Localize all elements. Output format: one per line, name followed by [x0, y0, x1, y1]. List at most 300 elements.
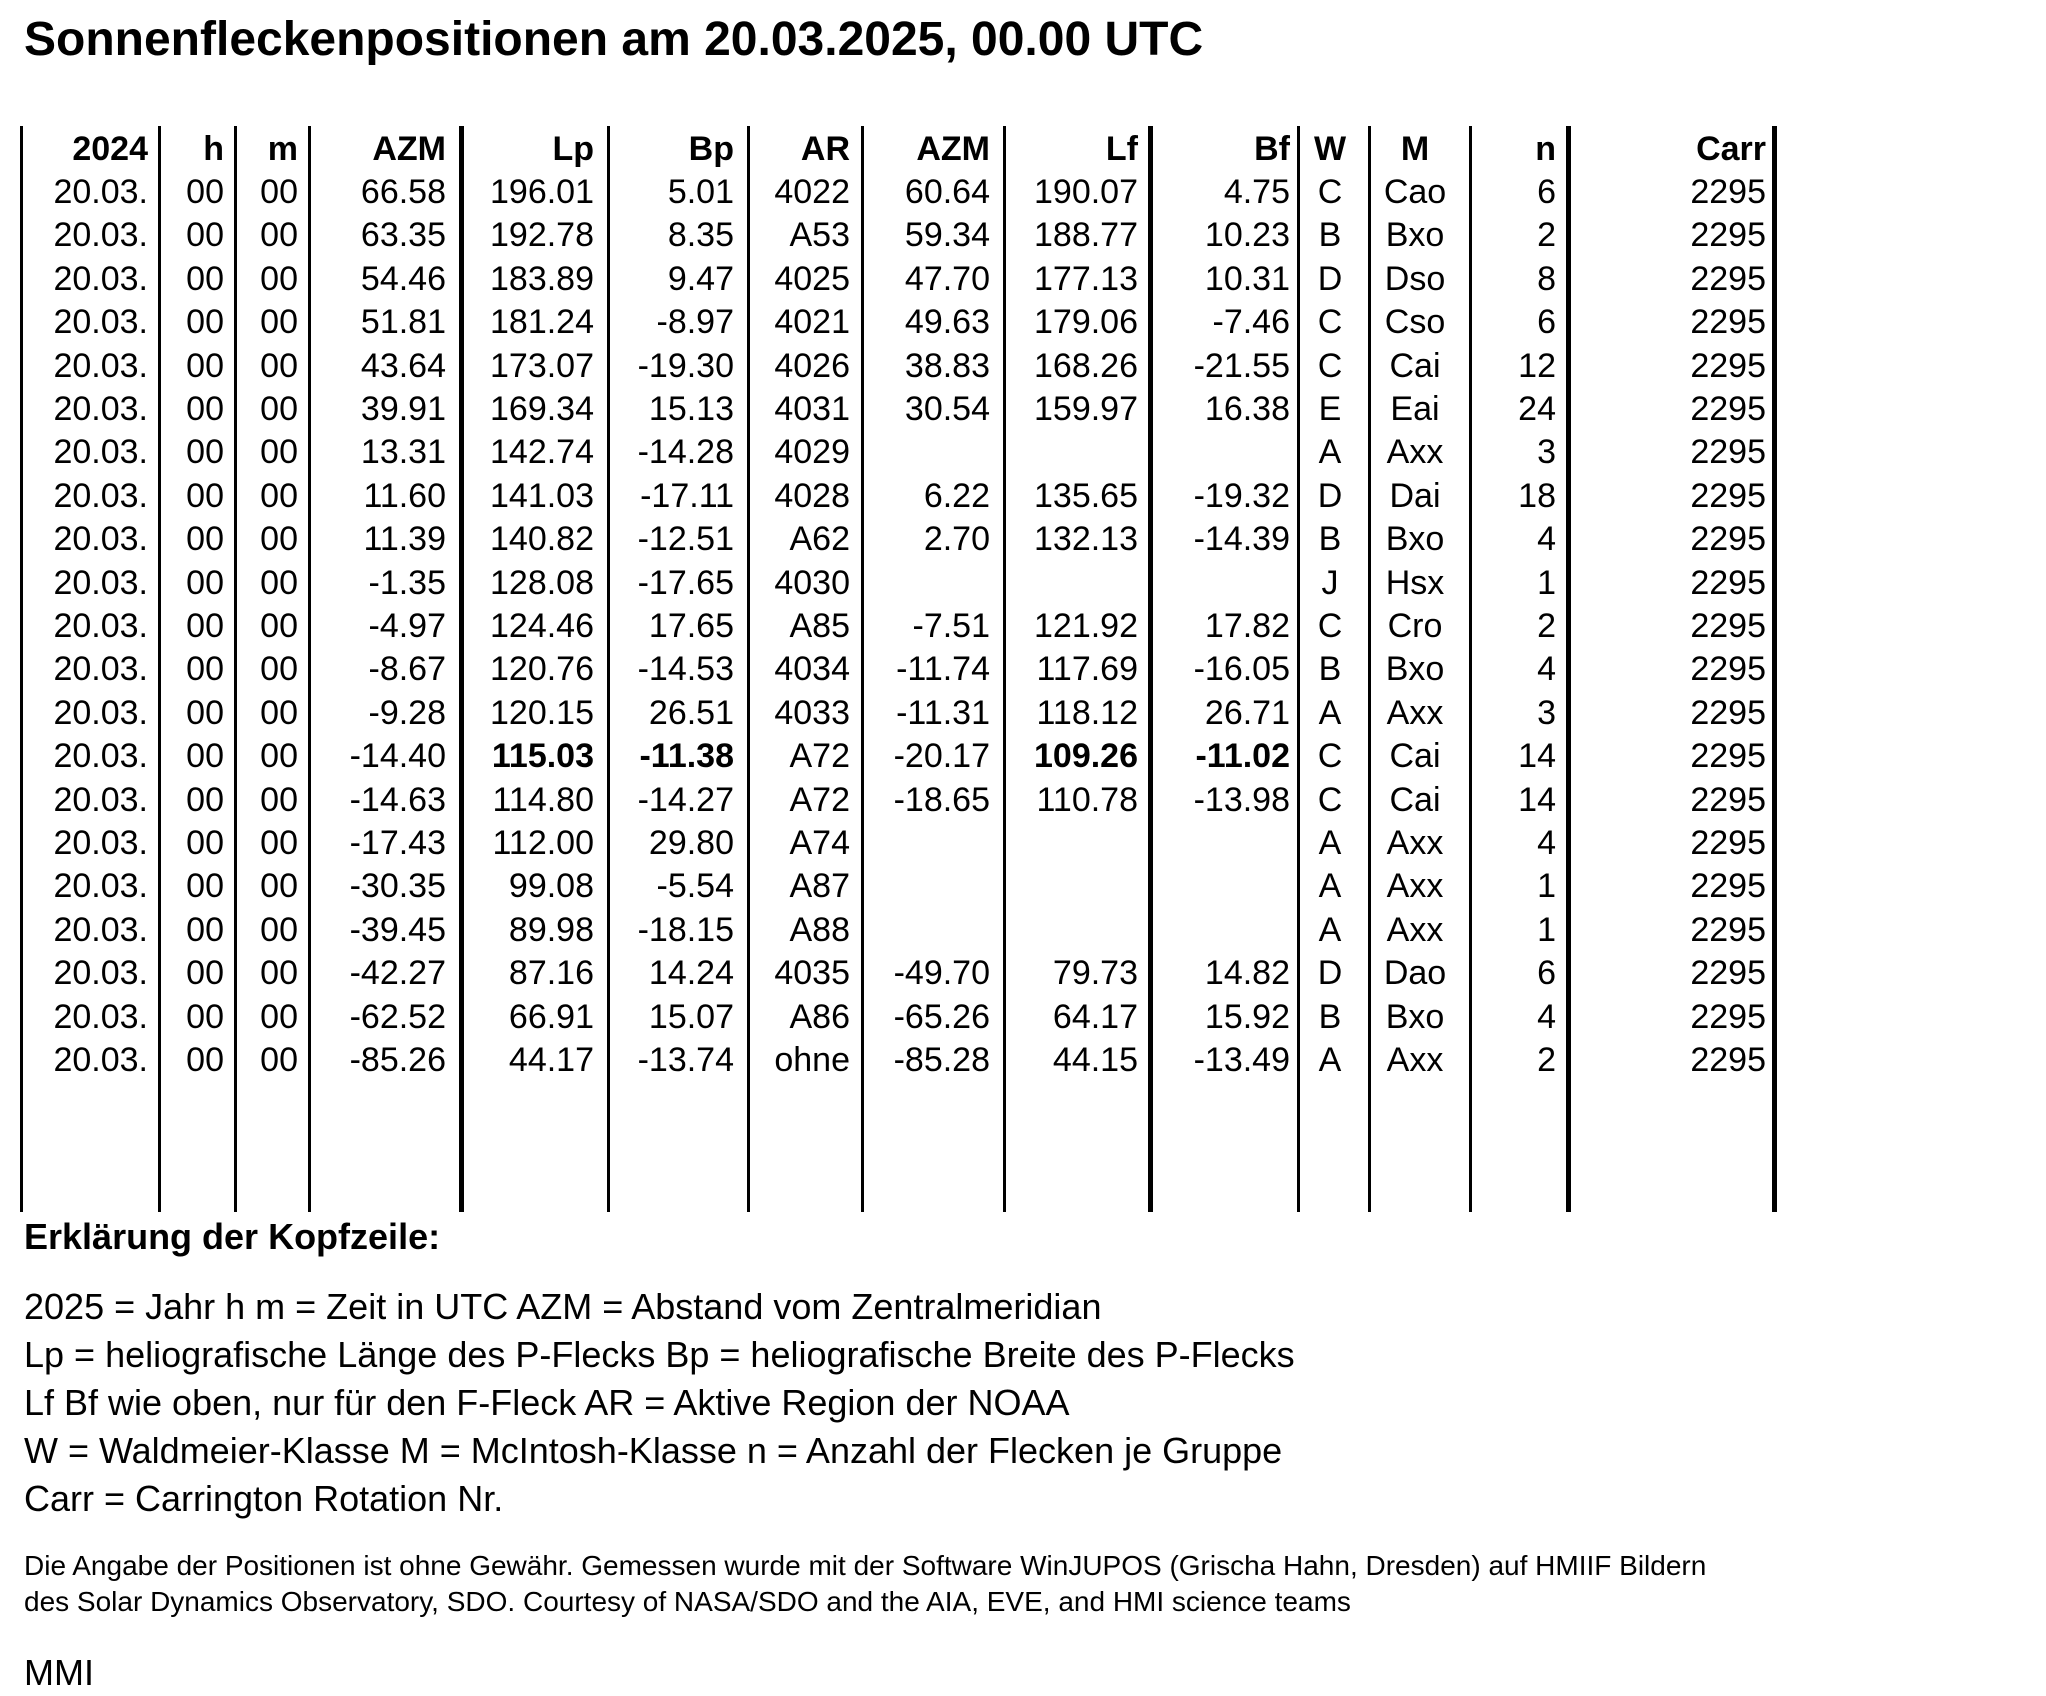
- table-cell-ar: 4021: [774, 303, 850, 341]
- table-cell-azm-f: 38.83: [904, 347, 990, 385]
- table-cell-lp: 44.17: [508, 1041, 594, 1079]
- table-cell-azm-p: -85.26: [349, 1041, 446, 1079]
- table-cell-carrington: 2295: [1690, 694, 1766, 732]
- table-cell-minute: 00: [260, 781, 298, 819]
- table-cell-mcintosh: Dso: [1384, 260, 1446, 298]
- table-cell-ar: 4029: [774, 433, 850, 471]
- table-cell-lp: 140.82: [490, 520, 594, 558]
- table-cell-hour: 00: [186, 607, 224, 645]
- table-cell-lp: 120.15: [490, 694, 594, 732]
- table-cell-count: 2: [1537, 607, 1556, 645]
- table-cell-bp: -14.28: [637, 433, 734, 471]
- table-cell-bf: 10.31: [1204, 260, 1290, 298]
- table-cell-hour: 00: [186, 781, 224, 819]
- table-cell-date: 20.03.: [53, 998, 148, 1036]
- table-cell-bp: 9.47: [667, 260, 734, 298]
- table-cell-azm-f: 2.70: [923, 520, 990, 558]
- table-cell-azm-p: 54.46: [360, 260, 446, 298]
- table-cell-minute: 00: [260, 520, 298, 558]
- table-cell-count: 3: [1537, 694, 1556, 732]
- table-cell-bp: 5.01: [667, 173, 734, 211]
- table-cell-lp: 66.91: [508, 998, 594, 1036]
- table-cell-minute: 00: [260, 216, 298, 254]
- table-cell-date: 20.03.: [53, 1041, 148, 1079]
- table-cell-date: 20.03.: [53, 477, 148, 515]
- table-cell-lf: 190.07: [1034, 173, 1138, 211]
- table-cell-hour: 00: [186, 650, 224, 688]
- table-cell-carrington: 2295: [1690, 173, 1766, 211]
- table-cell-hour: 00: [186, 998, 224, 1036]
- table-cell-ar: A62: [789, 520, 850, 558]
- table-cell-date: 20.03.: [53, 433, 148, 471]
- table-cell-lf: [1006, 910, 1138, 950]
- table-column-divider: [1772, 126, 1777, 1212]
- table-cell-mcintosh: Dao: [1383, 954, 1447, 992]
- table-cell-minute: 00: [260, 347, 298, 385]
- table-cell-count: 14: [1518, 781, 1556, 819]
- table-cell-count: 6: [1537, 954, 1556, 992]
- table-cell-count: 4: [1537, 520, 1556, 558]
- table-cell-waldmeier: B: [1318, 520, 1342, 558]
- table-cell-bf: 17.82: [1204, 607, 1290, 645]
- table-cell-hour: 00: [186, 867, 224, 905]
- table-cell-minute: 00: [260, 477, 298, 515]
- table-cell-waldmeier: E: [1318, 390, 1342, 428]
- table-cell-minute: 00: [260, 694, 298, 732]
- table-cell-azm-f: -7.51: [912, 607, 990, 645]
- table-cell-bf: -16.05: [1193, 650, 1290, 688]
- table-cell-minute: 00: [260, 737, 298, 775]
- column-header-minute: m: [267, 130, 298, 168]
- table-cell-bf: [1150, 432, 1290, 472]
- table-cell-lf: 110.78: [1036, 781, 1138, 819]
- table-cell-bf: -21.55: [1193, 347, 1290, 385]
- legend-line-2: Lp = heliografische Länge des P-Flecks Bp = heliografische Breite des P-Flecks: [24, 1334, 1295, 1375]
- table-cell-ar: A72: [789, 781, 850, 819]
- table-cell-lp: 181.24: [490, 303, 594, 341]
- table-cell-ar: A72: [789, 737, 850, 775]
- table-cell-waldmeier: D: [1317, 260, 1343, 298]
- table-cell-azm-p: 66.58: [360, 173, 446, 211]
- table-cell-bf: -19.32: [1193, 477, 1290, 515]
- column-header-date: 2024: [72, 130, 148, 168]
- table-cell-azm-p: 51.81: [360, 303, 446, 341]
- column-header-azm-p: AZM: [372, 130, 446, 168]
- table-cell-azm-f: 6.22: [923, 477, 990, 515]
- table-cell-waldmeier: C: [1317, 737, 1343, 775]
- table-cell-lp: 99.08: [508, 867, 594, 905]
- table-cell-hour: 00: [186, 520, 224, 558]
- table-cell-hour: 00: [186, 694, 224, 732]
- table-cell-waldmeier: C: [1317, 173, 1343, 211]
- table-cell-date: 20.03.: [53, 867, 148, 905]
- table-cell-lp: 115.03: [491, 737, 594, 775]
- table-cell-azm-f: -85.28: [893, 1041, 990, 1079]
- table-cell-azm-p: -14.63: [349, 781, 446, 819]
- table-cell-azm-p: 43.64: [360, 347, 446, 385]
- table-cell-lp: 120.76: [490, 650, 594, 688]
- page-title: Sonnenfleckenpositionen am 20.03.2025, 00.00 UTC: [24, 13, 1204, 66]
- table-cell-waldmeier: C: [1317, 303, 1343, 341]
- table-cell-waldmeier: D: [1317, 477, 1343, 515]
- table-cell-azm-f: [862, 563, 990, 603]
- table-cell-bp: -17.11: [640, 477, 734, 515]
- table-cell-bf: [1150, 866, 1290, 906]
- table-cell-ar: A86: [789, 998, 850, 1036]
- table-cell-waldmeier: B: [1318, 998, 1342, 1036]
- table-cell-lp: 87.16: [508, 954, 594, 992]
- table-cell-minute: 00: [260, 998, 298, 1036]
- table-cell-carrington: 2295: [1690, 954, 1766, 992]
- table-column-divider: [1469, 126, 1472, 1212]
- table-cell-bp: 14.24: [648, 954, 734, 992]
- table-cell-waldmeier: C: [1317, 607, 1343, 645]
- table-cell-azm-p: -9.28: [368, 694, 446, 732]
- table-cell-waldmeier: A: [1318, 694, 1342, 732]
- column-header-hour: h: [203, 130, 224, 168]
- table-cell-lp: 114.80: [492, 781, 594, 819]
- table-cell-azm-f: [862, 910, 990, 950]
- table-cell-azm-p: -30.35: [349, 867, 446, 905]
- table-cell-carrington: 2295: [1690, 650, 1766, 688]
- table-cell-count: 24: [1518, 390, 1556, 428]
- table-cell-carrington: 2295: [1690, 998, 1766, 1036]
- table-cell-waldmeier: A: [1318, 911, 1342, 949]
- table-cell-hour: 00: [186, 347, 224, 385]
- table-cell-mcintosh: Cro: [1387, 607, 1443, 645]
- table-cell-hour: 00: [186, 911, 224, 949]
- table-cell-bp: 15.07: [648, 998, 734, 1036]
- table-cell-minute: 00: [260, 650, 298, 688]
- table-cell-ar: 4028: [774, 477, 850, 515]
- table-cell-ar: 4033: [774, 694, 850, 732]
- table-cell-bf: [1150, 823, 1290, 863]
- table-cell-lp: 192.78: [490, 216, 594, 254]
- table-cell-count: 1: [1537, 867, 1556, 905]
- table-cell-hour: 00: [186, 564, 224, 602]
- table-cell-bf: -13.98: [1193, 781, 1290, 819]
- table-cell-minute: 00: [260, 824, 298, 862]
- table-cell-azm-p: 11.39: [363, 520, 446, 558]
- disclaimer-line-2: des Solar Dynamics Observatory, SDO. Courtesy of NASA/SDO and the AIA, EVE, and HMI science teams: [24, 1586, 1351, 1617]
- table-cell-minute: 00: [260, 607, 298, 645]
- column-header-carrington: Carr: [1696, 130, 1766, 168]
- table-cell-lf: 79.73: [1052, 954, 1138, 992]
- table-cell-carrington: 2295: [1690, 911, 1766, 949]
- table-cell-carrington: 2295: [1690, 867, 1766, 905]
- table-cell-bf: 26.71: [1204, 694, 1290, 732]
- table-cell-carrington: 2295: [1690, 607, 1766, 645]
- table-cell-ar: 4022: [774, 173, 850, 211]
- table-cell-date: 20.03.: [53, 737, 148, 775]
- table-cell-ar: 4034: [774, 650, 850, 688]
- table-cell-azm-p: -39.45: [349, 911, 446, 949]
- table-cell-azm-f: -20.17: [893, 737, 990, 775]
- table-cell-hour: 00: [186, 954, 224, 992]
- table-cell-bp: -8.97: [656, 303, 734, 341]
- disclaimer-line-1: Die Angabe der Positionen ist ohne Gewähr. Gemessen wurde mit der Software WinJUPOS (Grischa Hahn, Dresden) auf HMIIF Bildern: [24, 1550, 1707, 1581]
- table-cell-waldmeier: A: [1318, 824, 1342, 862]
- table-cell-lp: 89.98: [508, 911, 594, 949]
- table-cell-azm-f: -65.26: [893, 998, 990, 1036]
- table-cell-bf: [1150, 563, 1290, 603]
- table-cell-hour: 00: [186, 390, 224, 428]
- table-cell-count: 2: [1537, 1041, 1556, 1079]
- table-cell-waldmeier: A: [1318, 867, 1342, 905]
- table-cell-bf: [1150, 910, 1290, 950]
- table-cell-ar: A53: [789, 216, 850, 254]
- table-cell-mcintosh: Bxo: [1385, 520, 1445, 558]
- table-cell-lp: 128.08: [490, 564, 594, 602]
- table-cell-bp: -5.54: [656, 867, 734, 905]
- legend-line-5: Carr = Carrington Rotation Nr.: [24, 1478, 504, 1519]
- table-cell-bf: 16.38: [1204, 390, 1290, 428]
- table-cell-minute: 00: [260, 564, 298, 602]
- column-header-bf: Bf: [1254, 130, 1290, 168]
- disclaimer: [24, 1548, 1706, 1620]
- table-cell-mcintosh: Dai: [1389, 477, 1441, 515]
- table-cell-hour: 00: [186, 737, 224, 775]
- table-cell-waldmeier: A: [1318, 1041, 1342, 1079]
- column-header-count: n: [1535, 130, 1556, 168]
- table-cell-ar: A88: [789, 911, 850, 949]
- table-cell-mcintosh: Bxo: [1385, 998, 1445, 1036]
- table-cell-lf: 109.26: [1034, 737, 1138, 775]
- table-cell-bf: 15.92: [1204, 998, 1290, 1036]
- table-cell-count: 3: [1537, 433, 1556, 471]
- table-cell-ar: A87: [789, 867, 850, 905]
- table-cell-bf: 10.23: [1204, 216, 1290, 254]
- table-cell-bp: -13.74: [637, 1041, 734, 1079]
- table-cell-date: 20.03.: [53, 694, 148, 732]
- table-cell-waldmeier: C: [1317, 347, 1343, 385]
- table-cell-lf: 64.17: [1052, 998, 1138, 1036]
- table-cell-minute: 00: [260, 303, 298, 341]
- table-cell-lf: 179.06: [1034, 303, 1138, 341]
- table-cell-azm-p: 63.35: [360, 216, 446, 254]
- table-cell-lf: [1006, 823, 1138, 863]
- table-cell-lp: 183.89: [490, 260, 594, 298]
- table-cell-mcintosh: Cai: [1389, 347, 1441, 385]
- table-cell-count: 14: [1518, 737, 1556, 775]
- table-cell-lp: 112.00: [492, 824, 594, 862]
- table-cell-ar: A85: [789, 607, 850, 645]
- table-cell-date: 20.03.: [53, 260, 148, 298]
- column-header-mcintosh: M: [1400, 130, 1430, 168]
- table-cell-date: 20.03.: [53, 911, 148, 949]
- table-cell-azm-f: [862, 866, 990, 906]
- legend-title: Erklärung der Kopfzeile:: [24, 1216, 441, 1257]
- table-cell-hour: 00: [186, 433, 224, 471]
- table-cell-lf: 135.65: [1034, 477, 1138, 515]
- table-cell-minute: 00: [260, 954, 298, 992]
- table-cell-date: 20.03.: [53, 216, 148, 254]
- table-cell-hour: 00: [186, 260, 224, 298]
- table-cell-date: 20.03.: [53, 347, 148, 385]
- table-cell-azm-f: 30.54: [904, 390, 990, 428]
- table-cell-ar: 4031: [774, 390, 850, 428]
- table-cell-azm-p: -42.27: [349, 954, 446, 992]
- table-cell-bp: -17.65: [637, 564, 734, 602]
- table-cell-lf: 159.97: [1034, 390, 1138, 428]
- table-cell-mcintosh: Axx: [1386, 867, 1444, 905]
- table-cell-carrington: 2295: [1690, 347, 1766, 385]
- table-cell-azm-f: 60.64: [904, 173, 990, 211]
- table-cell-azm-f: [862, 432, 990, 472]
- table-cell-lf: 177.13: [1034, 260, 1138, 298]
- table-cell-count: 4: [1537, 650, 1556, 688]
- column-header-lp: Lp: [552, 130, 594, 168]
- table-column-divider: [20, 126, 23, 1212]
- column-header-azm-f: AZM: [916, 130, 990, 168]
- table-cell-count: 18: [1518, 477, 1556, 515]
- table-cell-bp: 26.51: [648, 694, 734, 732]
- table-cell-bp: -18.15: [637, 911, 734, 949]
- legend-line-1: 2025 = Jahr h m = Zeit in UTC AZM = Abstand vom Zentralmeridian: [24, 1286, 1102, 1327]
- table-cell-mcintosh: Bxo: [1385, 650, 1445, 688]
- table-cell-ar: 4035: [774, 954, 850, 992]
- table-cell-lf: 117.69: [1036, 650, 1138, 688]
- table-cell-bf: -13.49: [1193, 1041, 1290, 1079]
- table-cell-bp: -14.27: [637, 781, 734, 819]
- table-cell-count: 2: [1537, 216, 1556, 254]
- table-cell-count: 1: [1537, 911, 1556, 949]
- table-cell-bp: 8.35: [667, 216, 734, 254]
- table-cell-lf: [1006, 866, 1138, 906]
- table-cell-count: 12: [1518, 347, 1556, 385]
- table-cell-date: 20.03.: [53, 173, 148, 211]
- table-cell-bf: -11.02: [1195, 737, 1290, 775]
- table-cell-carrington: 2295: [1690, 303, 1766, 341]
- table-cell-count: 8: [1537, 260, 1556, 298]
- table-cell-lf: [1006, 563, 1138, 603]
- table-cell-azm-p: 13.31: [360, 433, 446, 471]
- table-cell-azm-f: 59.34: [904, 216, 990, 254]
- table-cell-lf: [1006, 432, 1138, 472]
- table-cell-azm-f: -49.70: [893, 954, 990, 992]
- table-cell-minute: 00: [260, 390, 298, 428]
- table-cell-date: 20.03.: [53, 520, 148, 558]
- table-cell-bp: -12.51: [637, 520, 734, 558]
- table-cell-bp: 29.80: [648, 824, 734, 862]
- table-cell-date: 20.03.: [53, 390, 148, 428]
- column-header-lf: Lf: [1105, 130, 1138, 168]
- table-cell-lf: 121.92: [1034, 607, 1138, 645]
- table-cell-ar: 4026: [774, 347, 850, 385]
- table-cell-minute: 00: [260, 260, 298, 298]
- table-cell-carrington: 2295: [1690, 520, 1766, 558]
- table-cell-azm-f: -18.65: [893, 781, 990, 819]
- table-cell-carrington: 2295: [1690, 737, 1766, 775]
- column-header-waldmeier: W: [1313, 130, 1347, 168]
- table-cell-waldmeier: J: [1321, 564, 1339, 602]
- table-cell-date: 20.03.: [53, 650, 148, 688]
- table-cell-azm-p: -1.35: [368, 564, 446, 602]
- table-cell-mcintosh: Cai: [1389, 781, 1441, 819]
- table-cell-bp: -11.38: [639, 737, 734, 775]
- table-cell-azm-p: -62.52: [349, 998, 446, 1036]
- table-cell-bf: -14.39: [1193, 520, 1290, 558]
- table-cell-minute: 00: [260, 433, 298, 471]
- table-cell-mcintosh: Cso: [1384, 303, 1446, 341]
- table-cell-azm-p: -8.67: [368, 650, 446, 688]
- table-cell-lp: 141.03: [490, 477, 594, 515]
- table-cell-mcintosh: Cai: [1389, 737, 1441, 775]
- legend-line-4: W = Waldmeier-Klasse M = McIntosh-Klasse n = Anzahl der Flecken je Gruppe: [24, 1430, 1283, 1471]
- table-cell-date: 20.03.: [53, 781, 148, 819]
- table-cell-date: 20.03.: [53, 607, 148, 645]
- table-cell-hour: 00: [186, 216, 224, 254]
- table-cell-lf: 168.26: [1034, 347, 1138, 385]
- table-cell-waldmeier: B: [1318, 216, 1342, 254]
- table-cell-carrington: 2295: [1690, 781, 1766, 819]
- table-cell-carrington: 2295: [1690, 390, 1766, 428]
- table-cell-ar: 4030: [774, 564, 850, 602]
- table-cell-bp: -14.53: [637, 650, 734, 688]
- table-cell-ar: 4025: [774, 260, 850, 298]
- table-column-divider: [1297, 126, 1300, 1212]
- table-cell-bf: 4.75: [1223, 173, 1290, 211]
- table-cell-mcintosh: Axx: [1386, 694, 1444, 732]
- table-cell-waldmeier: A: [1318, 433, 1342, 471]
- table-cell-count: 1: [1537, 564, 1556, 602]
- table-cell-carrington: 2295: [1690, 216, 1766, 254]
- table-cell-count: 6: [1537, 303, 1556, 341]
- table-cell-lp: 142.74: [490, 433, 594, 471]
- table-cell-mcintosh: Axx: [1386, 1041, 1444, 1079]
- table-cell-lf: 132.13: [1034, 520, 1138, 558]
- table-cell-mcintosh: Axx: [1386, 911, 1444, 949]
- table-cell-lp: 196.01: [490, 173, 594, 211]
- table-cell-carrington: 2295: [1690, 433, 1766, 471]
- table-cell-azm-p: -17.43: [349, 824, 446, 862]
- table-cell-minute: 00: [260, 173, 298, 211]
- table-cell-hour: 00: [186, 824, 224, 862]
- table-cell-hour: 00: [186, 303, 224, 341]
- table-cell-count: 6: [1537, 173, 1556, 211]
- table-cell-waldmeier: C: [1317, 781, 1343, 819]
- table-cell-lf: 118.12: [1036, 694, 1138, 732]
- table-cell-count: 4: [1537, 824, 1556, 862]
- table-cell-bp: 15.13: [648, 390, 734, 428]
- table-cell-hour: 00: [186, 477, 224, 515]
- table-cell-date: 20.03.: [53, 824, 148, 862]
- table-cell-date: 20.03.: [53, 303, 148, 341]
- table-cell-mcintosh: Cao: [1383, 173, 1447, 211]
- table-cell-azm-p: -4.97: [368, 607, 446, 645]
- table-cell-mcintosh: Axx: [1386, 824, 1444, 862]
- table-cell-date: 20.03.: [53, 564, 148, 602]
- table-cell-mcintosh: Axx: [1386, 433, 1444, 471]
- table-cell-ar: A74: [789, 824, 850, 862]
- table-cell-minute: 00: [260, 867, 298, 905]
- table-cell-carrington: 2295: [1690, 564, 1766, 602]
- legend-line-3: Lf Bf wie oben, nur für den F-Fleck AR = Aktive Region der NOAA: [24, 1382, 1070, 1423]
- table-cell-waldmeier: B: [1318, 650, 1342, 688]
- column-header-bp: Bp: [688, 130, 734, 168]
- table-cell-azm-f: 49.63: [904, 303, 990, 341]
- table-cell-mcintosh: Bxo: [1385, 216, 1445, 254]
- table-cell-carrington: 2295: [1690, 477, 1766, 515]
- table-cell-azm-p: 39.91: [360, 390, 446, 428]
- table-cell-lp: 124.46: [490, 607, 594, 645]
- table-cell-azm-p: -14.40: [349, 737, 446, 775]
- column-header-ar: AR: [800, 130, 850, 168]
- table-cell-mcintosh: Eai: [1390, 390, 1440, 428]
- table-cell-bf: 14.82: [1204, 954, 1290, 992]
- signature: MMI: [24, 1652, 94, 1693]
- table-cell-lp: 173.07: [490, 347, 594, 385]
